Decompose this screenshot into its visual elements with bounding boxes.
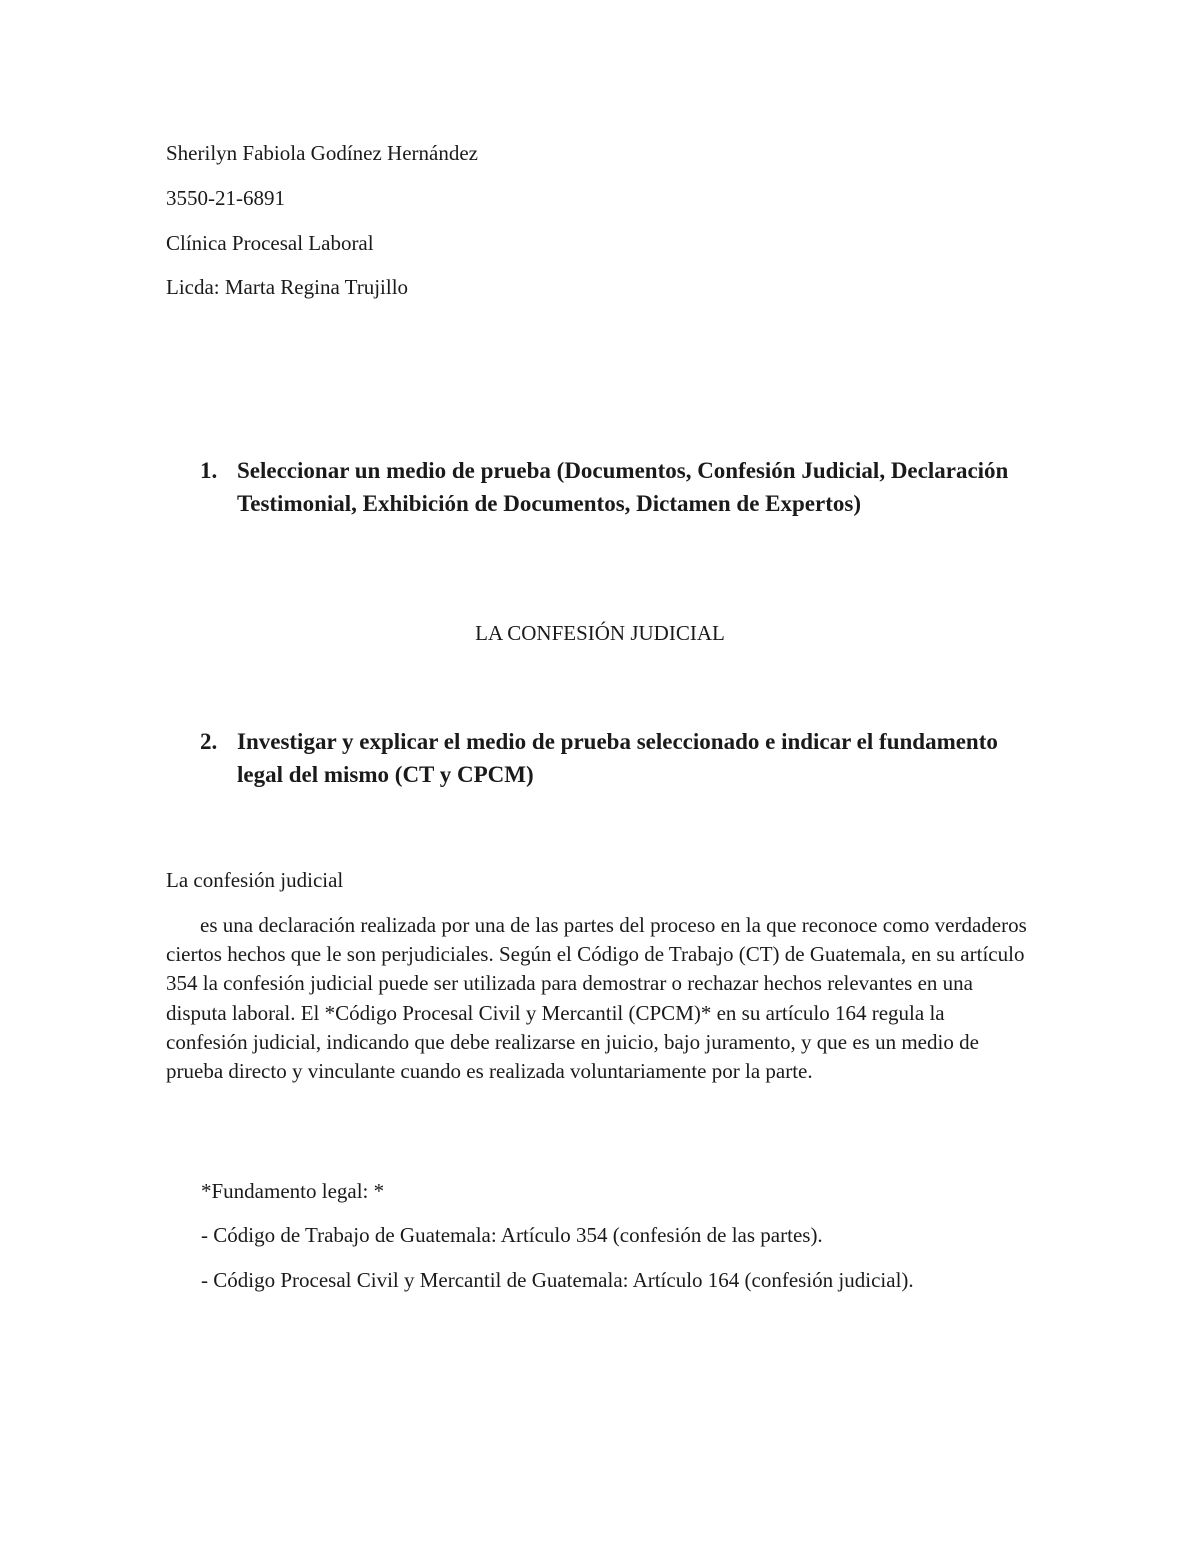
question-2-number: 2. [200, 729, 218, 754]
legal-basis-item: - Código de Trabajo de Guatemala: Artículo 354 (confesión de las partes). [201, 1223, 823, 1247]
student-name: Sherilyn Fabiola Godínez Hernández [166, 141, 478, 165]
legal-basis-item: - Código Procesal Civil y Mercantil de Guatemala: Artículo 164 (confesión judicial). [201, 1268, 914, 1292]
teacher-name: Licda: Marta Regina Trujillo [166, 275, 409, 299]
selected-title: LA CONFESIÓN JUDICIAL [475, 621, 725, 645]
question-2-text: Investigar y explicar el medio de prueba seleccionado e indicar el fundamento legal del mismo (CT y CPCM) [237, 729, 998, 787]
legal-basis-heading: *Fundamento legal: * [201, 1179, 385, 1203]
student-id: 3550-21-6891 [166, 186, 285, 210]
question-1-number: 1. [200, 458, 218, 483]
course-name: Clínica Procesal Laboral [166, 231, 374, 255]
body-paragraph: es una declaración realizada por una de las partes del proceso en la que reconoce como verdaderos ciertos hechos que le son perjudiciales. Según el Código de Trabajo (CT) de Guatemala, en su artículo 354 la confesión judicial puede ser utilizada para demostrar o rechazar hechos relevantes en una disputa laboral. El *Código Procesal Civil y Mercantil (CPCM)* en su artículo 164 regula la confesión judicial, indicando que debe realizarse en juicio, bajo juramento, y que es un medio de prueba directo y vinculante cuando es realizada voluntariamente por la parte. [166, 913, 1027, 1084]
question-1-text: Seleccionar un medio de prueba (Documentos, Confesión Judicial, Declaración Testimonial, Exhibición de Documentos, Dictamen de Expertos) [237, 458, 1009, 516]
body-subtitle: La confesión judicial [166, 868, 344, 892]
